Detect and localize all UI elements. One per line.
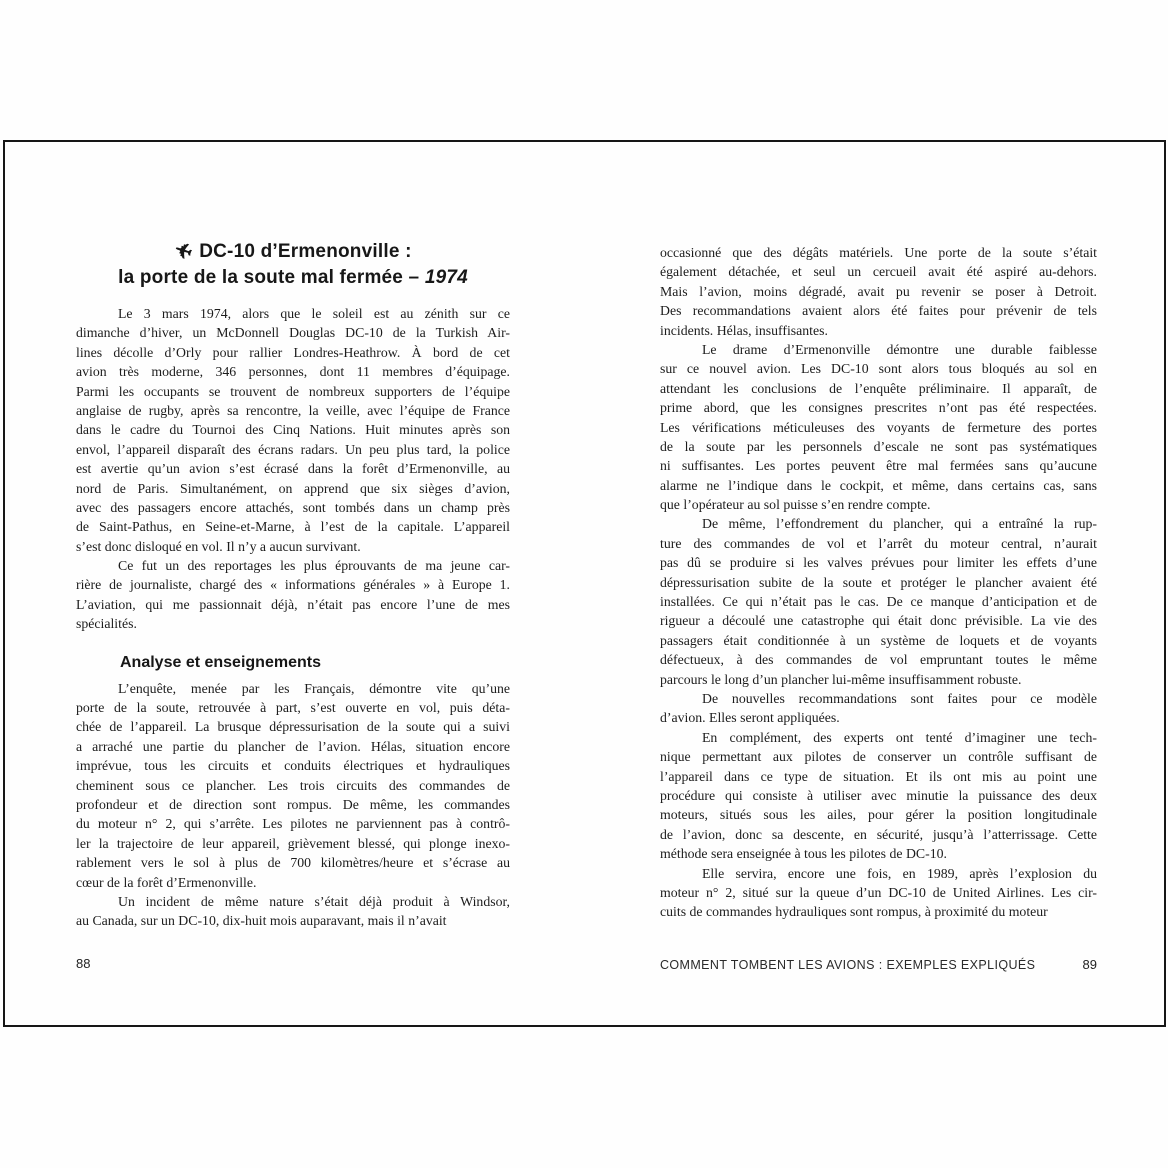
chapter-title xyxy=(76,238,510,291)
right-page xyxy=(660,243,1097,922)
text-line: de Saint-Pathus, en Seine-et-Marne, à l’est de la capitale. L’appareil xyxy=(76,519,510,535)
text-line: sur ce nouvel avion. Les DC-10 sont alors tous bloqués au sol en xyxy=(660,361,1097,377)
text-line: cœur de la forêt d’Ermenonville. xyxy=(76,874,257,890)
text-line: occasionné que des dégâts matériels. Une porte de la soute s’était xyxy=(660,245,1097,260)
paragraph xyxy=(660,514,1097,689)
chapter-title-text2: la porte de la soute mal fermée – xyxy=(118,267,425,288)
text-line: pas dû se produire si les valves prévues pour limiter les effets d’une xyxy=(660,555,1097,571)
text-line: défectueux, à des commandes de vol empruntant toutes le même xyxy=(660,652,1097,668)
text-line: moteurs, situés sous les ailes, pour gérer la position longitudinale xyxy=(660,807,1097,823)
chapter-title-line2 xyxy=(76,265,510,291)
text-line: Les vérifications méticuleuses des voyants de fermeture des portes xyxy=(660,419,1097,435)
text-line: L’aviation, qui me passionnait déjà, n’était pas encore l’une de mes xyxy=(76,596,510,612)
text-line: avion très moderne, 346 personnes, dont 11 membres d’équipage. xyxy=(76,364,510,380)
text-line: parcours le long d’un plancher lui-même insuffisamment robuste. xyxy=(660,671,1022,687)
text-line: cuits de commandes hydrauliques sont rompus, à proximité du moteur xyxy=(660,904,1048,920)
text-line: anglaise de rugby, après sa rencontre, la veille, avec l’équipe de France xyxy=(76,402,510,418)
right-page-body xyxy=(660,243,1097,922)
text-line: rière de journaliste, chargé des « informations générales » à Europe 1. xyxy=(76,577,510,593)
paragraph xyxy=(76,556,510,634)
text-line: incidents. Hélas, insuffisantes. xyxy=(660,322,828,338)
left-page-body xyxy=(76,304,510,931)
text-line: dépressurisation subite de la soute et protéger le plancher avaient été xyxy=(660,574,1097,590)
text-line: de l’avion, donc sa descente, en sécurité, jusqu’à l’atterrissage. Cette xyxy=(660,826,1097,842)
text-line: a arraché une partie du plancher de l’avion. Hélas, situation encore xyxy=(76,738,510,754)
chapter-title-year: 1974 xyxy=(424,267,468,288)
text-line: s’est donc disloqué en vol. Il n’y a aucun survivant. xyxy=(76,538,361,554)
text-line: méthode sera enseignée à tous les pilotes de DC-10. xyxy=(660,846,947,862)
text-line: également détachée, et seul un cercueil avait été aspiré au-dehors. xyxy=(660,264,1097,280)
text-line: imprévue, tous les circuits et conduits électriques et hydrauliques xyxy=(76,758,510,774)
text-line: rablement vers le sol à plus de 700 kilomètres/heure et s’écrase au xyxy=(76,855,510,871)
text-line: ture des commandes de vol et l’arrêt du moteur central, n’aurait xyxy=(660,535,1097,551)
chapter-title-text1: DC-10 d’Ermenonville : xyxy=(199,241,412,262)
text-line: du moteur n° 2, qui s’arrête. Les pilotes ne parviennent pas à contrô- xyxy=(76,816,510,832)
text-line: au Canada, sur un DC-10, dix-huit mois auparavant, mais il n’avait xyxy=(76,913,447,929)
left-page xyxy=(76,238,510,931)
text-line: dans le cadre du Tournoi des Cinq Nations. Huit minutes après son xyxy=(76,422,510,438)
text-line: installées. Ce qui n’était pas le cas. De ce manque d’anticipation et de xyxy=(660,594,1097,610)
text-line: alarme ne l’indique dans le cockpit, et même, dans certains cas, sans xyxy=(660,477,1097,493)
paragraph xyxy=(76,679,510,892)
text-line: Un incident de même nature s’était déjà produit à Windsor, xyxy=(118,893,510,909)
text-line: Des recommandations avaient alors été faites pour prévenir de tels xyxy=(660,303,1097,319)
text-line: cheminent sous ce plancher. Les trois circuits des commandes de xyxy=(76,777,510,793)
text-line: De nouvelles recommandations sont faites pour ce modèle xyxy=(702,690,1097,706)
text-line: prime abord, que les consignes prescrites n’ont pas été respectées. xyxy=(660,400,1097,416)
text-line: que l’opérateur au sol puisse s’en rendre compte. xyxy=(660,497,931,513)
paragraph xyxy=(660,340,1097,515)
right-page-footer xyxy=(660,957,1097,972)
paragraph xyxy=(660,243,1097,340)
text-line: rigueur a découlé une catastrophe qui était donc prévisible. La vie des xyxy=(660,613,1097,629)
text-line: nord de Paris. Simultanément, on apprend que six sièges d’avion, xyxy=(76,480,510,496)
text-line: attendant les conclusions de l’enquête préliminaire. Il apparaît, de xyxy=(660,380,1097,396)
text-line: passagers était conditionnée à un système de loquets et de voyants xyxy=(660,632,1097,648)
paragraph xyxy=(76,892,510,931)
text-line: d’avion. Elles seront appliquées. xyxy=(660,710,840,726)
text-line: Parmi les occupants se trouvent de nombreux supporters de l’équipe xyxy=(76,383,510,399)
text-line: Ce fut un des reportages les plus éprouvants de ma jeune car- xyxy=(118,558,510,574)
text-line: dimanche d’hiver, un McDonnell Douglas DC-10 de la Turkish Air- xyxy=(76,325,510,341)
text-line: De même, l’effondrement du plancher, qui a entraîné la rup- xyxy=(702,516,1097,532)
text-line: Mais l’avion, moins dégradé, avait pu revenir se poser à Detroit. xyxy=(660,283,1097,299)
chapter-title-line1 xyxy=(76,238,510,265)
airplane-icon: ✈ xyxy=(171,237,196,266)
text-line: moteur n° 2, situé sur la queue d’un DC-10 de United Airlines. Les cir- xyxy=(660,884,1097,900)
text-line: lines décolle d’Orly pour rallier Londres-Heathrow. À bord de cet xyxy=(76,344,510,360)
text-line: de la soute par les personnels d’escale ne sont pas systématiques xyxy=(660,438,1097,454)
text-line: avec des passagers encore attachés, sont tombés dans un champ près xyxy=(76,499,510,515)
text-line: procédure qui consiste à utiliser avec minutie la puissance des deux xyxy=(660,787,1097,803)
page-number-right: 89 xyxy=(1082,957,1097,972)
paragraph xyxy=(660,864,1097,922)
text-line: Le 3 mars 1974, alors que le soleil est au zénith sur ce xyxy=(118,306,510,321)
paragraph xyxy=(660,689,1097,728)
text-line: porte de la soute, retrouvée à part, s’est ouverte en vol, puis déta- xyxy=(76,700,510,716)
running-title: COMMENT TOMBENT LES AVIONS : EXEMPLES EXPLIQUÉS xyxy=(660,958,1036,972)
text-line: Le drame d’Ermenonville démontre une durable faiblesse xyxy=(702,341,1097,357)
page-number-left: 88 xyxy=(76,956,91,971)
text-line: Elle servira, encore une fois, en 1989, après l’explosion du xyxy=(702,865,1097,881)
text-line: est avertie qu’un avion s’est écrasé dans la forêt d’Ermenonville, au xyxy=(76,461,510,477)
text-line: chée de l’appareil. La brusque dépressurisation de la soute qui a suivi xyxy=(76,719,510,735)
text-line: ler la trajectoire de leur appareil, grièvement blessé, qui plonge inexo- xyxy=(76,835,510,851)
text-line: envol, l’appareil disparaît des écrans radars. Un peu plus tard, la police xyxy=(76,441,510,457)
text-line: En complément, des experts ont tenté d’imaginer une tech- xyxy=(702,729,1097,745)
paragraph xyxy=(76,304,510,556)
section-subheading: Analyse et enseignements xyxy=(120,653,321,671)
text-line: profondeur et de direction sont rompus. De même, les commandes xyxy=(76,796,510,812)
text-line: l’appareil dans ce type de situation. Et ils ont mis au point une xyxy=(660,768,1097,784)
text-line: spécialités. xyxy=(76,616,137,632)
text-line: ni suffisantes. Les portes peuvent être mal fermées sans qu’aucune xyxy=(660,458,1097,474)
paragraph xyxy=(660,728,1097,864)
text-line: nique permettant aux pilotes de conserver un contrôle suffisant de xyxy=(660,749,1097,765)
text-line: L’enquête, menée par les Français, démontre vite qu’une xyxy=(118,680,510,696)
